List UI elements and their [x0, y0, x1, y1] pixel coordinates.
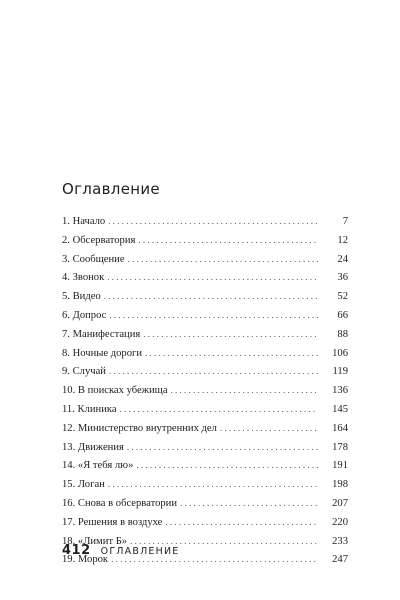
toc-dot-leader — [128, 254, 318, 264]
toc-entry-title: 6. Допрос — [62, 309, 107, 321]
toc-entry — [62, 517, 348, 536]
toc-list — [62, 216, 348, 573]
toc-entry — [62, 216, 348, 235]
toc-entry-title: 9. Случай — [62, 366, 106, 378]
toc-dot-leader — [180, 498, 318, 508]
toc-entry-page: 207 — [332, 497, 348, 509]
toc-entry-title: 5. Видео — [62, 291, 101, 303]
toc-entry-page: 198 — [332, 479, 348, 491]
toc-entry — [62, 404, 348, 423]
toc-entry — [62, 385, 348, 404]
toc-dot-leader — [143, 329, 318, 339]
toc-dot-leader — [108, 479, 318, 489]
toc-entry — [62, 235, 348, 254]
toc-entry-page: 119 — [332, 366, 348, 378]
toc-entry-title: 15. Логан — [62, 479, 105, 491]
toc-entry-page: 145 — [332, 403, 348, 415]
toc-entry-title: 3. Сообщение — [62, 253, 125, 265]
toc-entry-page: 220 — [332, 516, 348, 528]
toc-entry — [62, 329, 348, 348]
toc-entry-page: 191 — [332, 460, 348, 472]
toc-entry-title: 8. Ночные дороги — [62, 347, 143, 359]
toc-entry-page: 52 — [337, 291, 348, 303]
toc-entry — [62, 272, 348, 291]
toc-entry-page: 247 — [332, 554, 348, 566]
toc-dot-leader — [107, 272, 318, 282]
toc-dot-leader — [120, 404, 318, 414]
toc-entry — [62, 310, 348, 329]
toc-entry — [62, 254, 348, 273]
toc-dot-leader — [108, 216, 318, 226]
toc-entry-page: 88 — [337, 328, 348, 340]
toc-entry — [62, 442, 348, 461]
toc-entry-page: 24 — [337, 253, 348, 265]
toc-entry-title: 19. Морок — [62, 554, 109, 566]
toc-dot-leader — [109, 366, 318, 376]
toc-entry — [62, 460, 348, 479]
toc-entry-page: 136 — [332, 385, 348, 397]
running-head: ОГЛАВЛЕНИЕ — [100, 546, 180, 557]
toc-entry — [62, 423, 348, 442]
toc-entry-title: 17. Решения в воздухе — [62, 516, 163, 528]
toc-entry-page: 106 — [332, 347, 348, 359]
toc-entry-title: 11. Клиника — [62, 403, 117, 415]
toc-entry-page: 36 — [337, 272, 348, 284]
toc-entry-title: 10. В поисках убежища — [62, 385, 168, 397]
toc-entry-title: 4. Звонок — [62, 272, 105, 284]
toc-entry-page: 7 — [342, 216, 348, 227]
toc-dot-leader — [220, 423, 318, 433]
toc-dot-leader — [165, 517, 318, 527]
toc-entry — [62, 366, 348, 385]
page-number: 412 — [62, 543, 91, 558]
toc-entry-title: 16. Снова в обсерватории — [62, 497, 178, 509]
toc-entry-title: 1. Начало — [62, 216, 106, 227]
toc-entry-title: 14. «Я тебя лю» — [62, 460, 134, 472]
toc-dot-leader — [104, 291, 318, 301]
toc-entry-title: 18. «Лимит Б» — [62, 535, 128, 547]
toc-entry-title: 13. Движения — [62, 441, 124, 453]
page-footer — [62, 543, 179, 558]
toc-entry-page: 66 — [337, 309, 348, 321]
toc-entry-title: 7. Манифестация — [62, 328, 141, 340]
toc-entry — [62, 348, 348, 367]
toc-entry-page: 12 — [337, 234, 348, 246]
toc-dot-leader — [136, 460, 318, 470]
toc-dot-leader — [171, 385, 318, 395]
toc-entry-page: 164 — [332, 422, 348, 434]
toc-entry-page: 233 — [332, 535, 348, 547]
toc-dot-leader — [109, 310, 318, 320]
toc-entry-title: 12. Министерство внутренних дел — [62, 422, 217, 434]
toc-entry — [62, 291, 348, 310]
toc-dot-leader — [145, 348, 318, 358]
toc-dot-leader — [138, 235, 318, 245]
toc-entry — [62, 479, 348, 498]
toc-entry-page: 178 — [332, 441, 348, 453]
toc-heading: Оглавление — [62, 180, 160, 198]
toc-dot-leader — [127, 442, 318, 452]
toc-entry — [62, 498, 348, 517]
toc-entry-title: 2. Обсерватория — [62, 234, 136, 246]
